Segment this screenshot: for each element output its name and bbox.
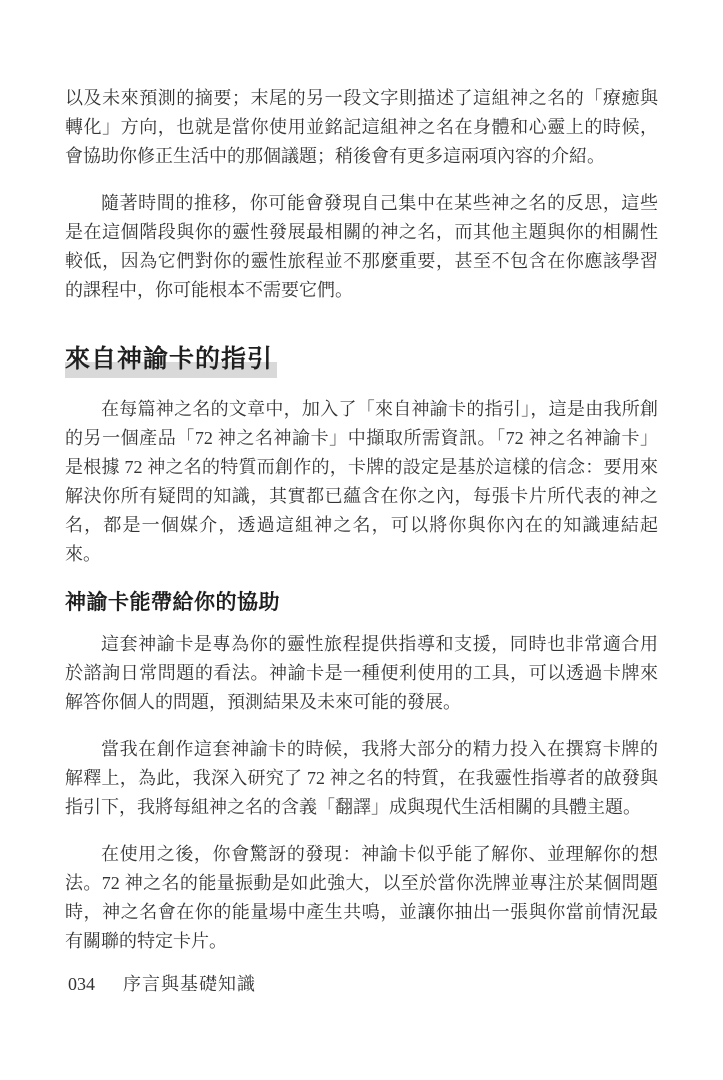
section-heading-text: 來自神諭卡的指引	[65, 345, 277, 378]
subsection-heading: 神諭卡能帶給你的協助	[65, 591, 280, 614]
running-title: 序言與基礎知識	[123, 974, 256, 994]
section-heading	[65, 343, 658, 375]
page-footer	[68, 972, 256, 996]
paragraph: 當我在創作這套神諭卡的時候，我將大部分的精力投入在撰寫卡牌的解釋上，為此，我深入研究了 72 神之名的特質，在我靈性指導者的啟發與指引下，我將每組神之名的含義「翻譯」成與現代生活相關的具體主題。	[65, 739, 658, 817]
paragraph: 以及未來預測的摘要；末尾的另一段文字則描述了這組神之名的「療癒與轉化」方向，也就是當你使用並銘記這組神之名在身體和心靈上的時候，會協助你修正生活中的那個議題；稍後會有更多這兩項內容的介紹。	[65, 88, 658, 166]
page-content	[65, 84, 658, 974]
paragraph: 在使用之後，你會驚訝的發現：神諭卡似乎能了解你、並理解你的想法。72 神之名的能量振動是如此強大，以至於當你洗牌並專注於某個問題時，神之名會在你的能量場中產生共鳴，並讓你抽出一張與你當前情況最有關聯的特定卡片。	[65, 844, 658, 951]
page-number: 034	[68, 974, 95, 994]
paragraph: 這套神諭卡是專為你的靈性旅程提供指導和支援，同時也非常適合用於諮詢日常問題的看法。神諭卡是一種便利使用的工具，可以透過卡牌來解答你個人的問題，預測結果及未來可能的發展。	[65, 634, 658, 712]
paragraph: 在每篇神之名的文章中，加入了「來自神諭卡的指引」，這是由我所創的另一個產品「72 神之名神諭卡」中擷取所需資訊。「72 神之名神諭卡」是根據 72 神之名的特質而創作的，卡牌的設定是基於這樣的信念：要用來解決你所有疑問的知識，其實都已蘊含在你之內，每張卡片所代表的神之名，都是一個媒介，透過這組神之名，可以將你與你內在的知識連結起來。	[65, 399, 658, 564]
paragraph: 隨著時間的推移，你可能會發現自己集中在某些神之名的反思，這些是在這個階段與你的靈性發展最相關的神之名，而其他主題與你的相關性較低，因為它們對你的靈性旅程並不那麼重要，甚至不包含在你應該學習的課程中，你可能根本不需要它們。	[65, 193, 658, 300]
